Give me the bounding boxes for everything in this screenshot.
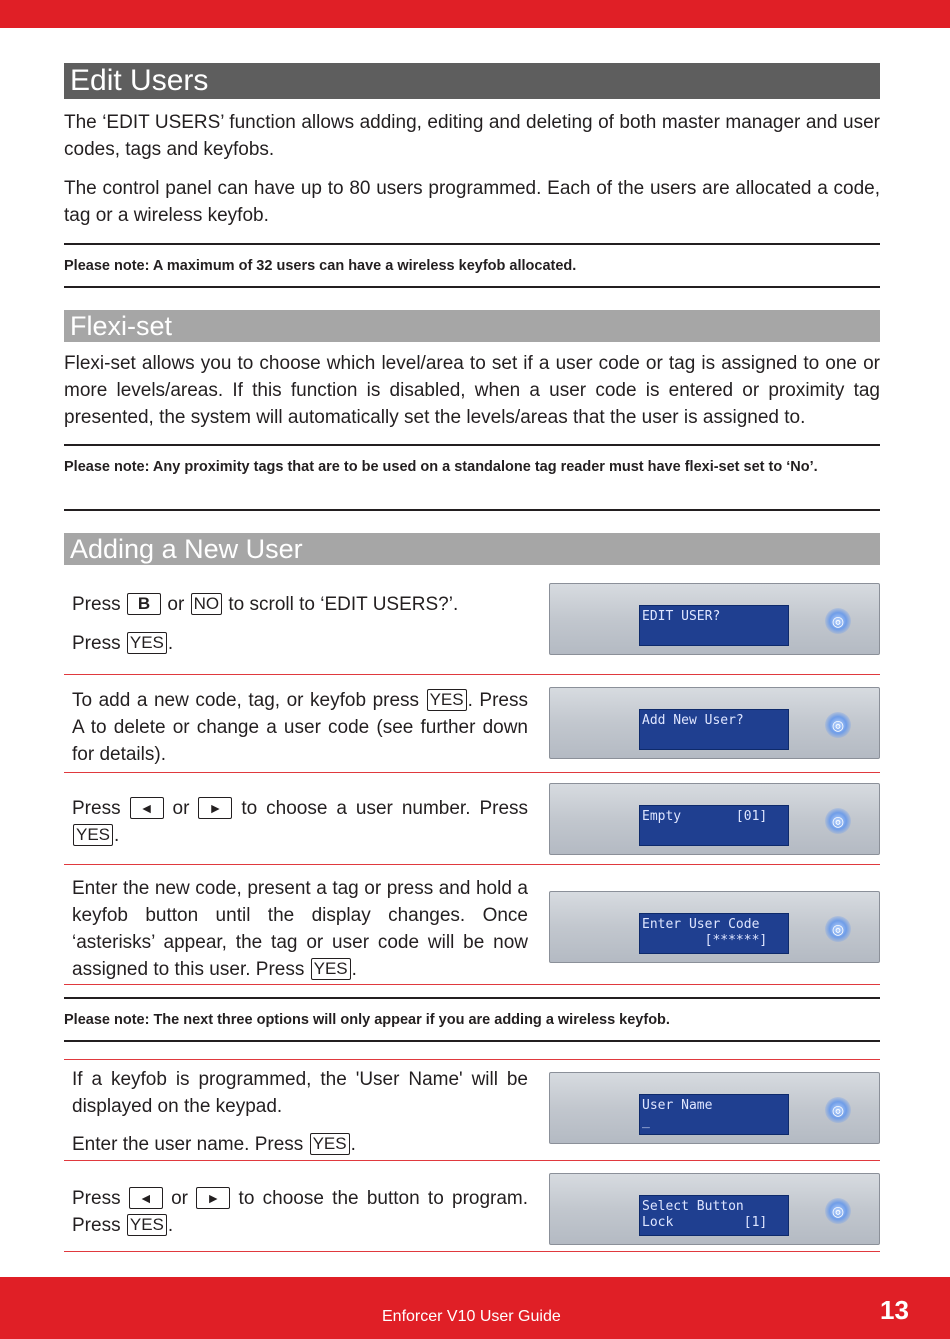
step-text-part: Press	[72, 633, 121, 654]
key-yes: YES	[73, 824, 113, 846]
step-text-part: .	[350, 1134, 356, 1155]
step-text	[64, 773, 528, 864]
step-text-part: Enter the new code, present a tag or press and hold a keyfob button until the display changes. Once ‘asterisks’ appear, the tag or user code will be now assigned to this user. Press	[72, 878, 528, 980]
proximity-reader-icon: ◎	[825, 1097, 851, 1123]
intro-paragraph-2: The control panel can have up to 80 users programmed. Each of the users are allocated a code, tag or a wireless keyfob.	[64, 178, 880, 226]
page-content	[64, 63, 880, 1252]
step-text	[64, 865, 528, 984]
step-text-part: or	[171, 1188, 189, 1209]
keypad-display-panel	[549, 1173, 880, 1245]
note-keyfob-limit	[64, 243, 880, 288]
key-yes: YES	[311, 958, 351, 980]
step-choose-user-number	[64, 773, 880, 865]
note-keyfob-options-text: Please note: The next three options will only appear if you are adding a wireless keyfob.	[64, 1012, 670, 1028]
step-enter-new-code	[64, 865, 880, 985]
proximity-reader-icon: ◎	[825, 916, 851, 942]
note-keyfob-options	[64, 997, 880, 1042]
section-heading-adding-user: Adding a New User	[64, 533, 880, 565]
top-red-bar	[0, 0, 950, 28]
step-text-part: Press	[72, 798, 121, 819]
proximity-reader-icon: ◎	[825, 808, 851, 834]
proximity-reader-icon: ◎	[825, 608, 851, 634]
note-flexi-set-text: Please note: Any proximity tags that are to be used on a standalone tag reader must have flexi-set set to ‘No’.	[64, 459, 818, 475]
key-yes: YES	[310, 1133, 350, 1155]
keypad-display-panel	[549, 891, 880, 963]
step-text-part: to scroll to ‘EDIT USERS?’.	[228, 594, 459, 615]
step-text-part: to choose a user number. Press	[241, 798, 529, 819]
footer-bar	[0, 1277, 950, 1339]
step-text	[64, 675, 528, 772]
key-yes: YES	[127, 1214, 167, 1236]
right-arrow-key-icon: ►	[198, 797, 232, 819]
step-text-part: Press	[72, 1215, 121, 1236]
section-heading-flexi-set: Flexi-set	[64, 310, 880, 342]
key-b: B	[127, 593, 161, 615]
step-text-part: .	[351, 959, 357, 980]
keypad-display-panel	[549, 583, 880, 655]
keypad-display-panel	[549, 1072, 880, 1144]
step-text-part: .	[167, 1215, 174, 1236]
step-text-part: If a keyfob is programmed, the 'User Name' will be displayed on the keypad.	[72, 1069, 528, 1117]
step-text-part: Enter the user name. Press	[72, 1134, 304, 1155]
step-text-part: Press	[72, 594, 121, 615]
keypad-display-panel	[549, 687, 880, 759]
lcd-screen: EDIT USER?	[639, 605, 789, 646]
key-yes: YES	[427, 689, 467, 711]
lcd-screen: User Name _	[639, 1094, 789, 1135]
footer-title: Enforcer V10 User Guide	[382, 1308, 561, 1325]
section-heading-edit-users: Edit Users	[64, 63, 880, 99]
left-arrow-key-icon: ◄	[130, 797, 164, 819]
key-yes: YES	[127, 632, 167, 654]
intro-paragraph-1: The ‘EDIT USERS’ function allows adding, editing and deleting of both master manager and user codes, tags and keyfobs.	[64, 112, 880, 160]
step-select-button	[64, 1161, 880, 1252]
step-text-part: .	[167, 633, 174, 654]
step-text-part: to choose the button to program.	[238, 1188, 529, 1209]
adding-user-steps	[64, 587, 880, 985]
note-keyfob-limit-text: Please note: A maximum of 32 users can have a wireless keyfob allocated.	[64, 258, 577, 274]
flexi-set-paragraph: Flexi-set allows you to choose which level/area to set if a user code or tag is assigned to one or more levels/areas. If this function is disabled, when a user code is entered or proximity tag presented, the system will automatically set the levels/areas that the user is assigned to.	[64, 353, 880, 428]
step-text-part: . Press A to delete or change a user code (see further down for details).	[72, 690, 528, 765]
step-text	[64, 1060, 528, 1160]
step-user-name	[64, 1060, 880, 1161]
left-arrow-key-icon: ◄	[129, 1187, 163, 1209]
page-number: 13	[880, 1295, 909, 1325]
step-text-part: Press	[72, 1188, 121, 1209]
keypad-display-panel	[549, 783, 880, 855]
lcd-screen: Add New User?	[639, 709, 789, 750]
proximity-reader-icon: ◎	[825, 712, 851, 738]
step-text-part: or	[167, 594, 185, 615]
keyfob-steps	[64, 1059, 880, 1252]
step-text-part: or	[172, 798, 190, 819]
note-flexi-set	[64, 444, 880, 511]
step-add-new-user	[64, 675, 880, 773]
step-text	[64, 1161, 528, 1251]
step-text-part: .	[114, 825, 120, 846]
proximity-reader-icon: ◎	[825, 1198, 851, 1224]
lcd-screen: Enter User Code [******]	[639, 913, 789, 954]
step-text	[64, 587, 528, 674]
key-no: NO	[191, 593, 223, 615]
lcd-screen: Empty [01]	[639, 805, 789, 846]
step-text-part: To add a new code, tag, or keyfob press	[72, 690, 420, 711]
lcd-screen: Select Button Lock [1]	[639, 1195, 789, 1236]
right-arrow-key-icon: ►	[196, 1187, 230, 1209]
step-scroll-to-edit-users	[64, 587, 880, 675]
